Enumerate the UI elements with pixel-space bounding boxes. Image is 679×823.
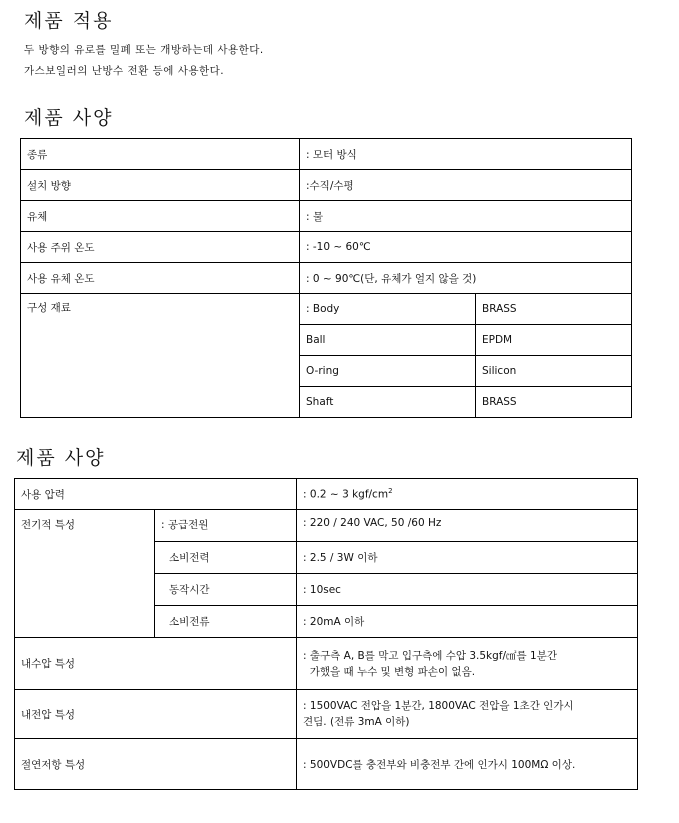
insulation-value: : 500VDC를 충전부와 비충전부 간에 인가시 100MΩ 이상. [297,739,638,790]
spec-table-1 [20,138,632,418]
water-pressure-line-2: 가했을 때 누수 및 변형 파손이 없음. [303,665,476,678]
material-part: O-ring [300,356,476,387]
voltage-line-1: : 1500VAC 전압을 1분간, 1800VAC 전압을 1초간 인가시 [303,700,574,712]
spec-label: 설치 방향 [21,170,300,201]
pressure-label: 사용 압력 [15,479,297,510]
electrical-item-label: 소비전류 [155,606,297,638]
electrical-item-value: : 20mA 이하 [297,606,638,638]
electrical-item-value: : 2.5 / 3W 이하 [297,542,638,574]
pressure-value: : 0.2 ~ 3 kgf/$cm^2$ [297,479,638,510]
table-row [21,201,632,232]
voltage-line-2: 견딤. (전류 3mA 이하) [303,716,410,728]
water-pressure-line-1: : 출구측 A, B를 막고 입구측에 수압 3.5kgf/㎠를 1분간 [303,649,557,662]
electrical-item-label: 소비전력 [155,542,297,574]
table-row [21,139,632,170]
material-value: BRASS [476,294,632,325]
electrical-item-label: : 공급전원 [155,510,297,542]
spec-label: 유체 [21,201,300,232]
pressure-unit-superscript: 2 [388,487,393,496]
application-line-1: 두 방향의 유로를 밀폐 또는 개방하는데 사용한다. [24,44,264,56]
material-part: Shaft [300,387,476,418]
materials-label: 구성 재료 [21,294,300,418]
section-title-spec-1: 제품 사양 [24,107,114,129]
application-line-2: 가스보일러의 난방수 전환 등에 사용한다. [24,65,225,77]
material-value: BRASS [476,387,632,418]
insulation-label: 절연저항 특성 [15,739,297,790]
water-pressure-label: 내수압 특성 [15,638,297,690]
table-row [21,232,632,263]
material-part: Ball [300,325,476,356]
table-row [15,690,638,739]
material-part: : Body [300,294,476,325]
electrical-label: 전기적 특성 [15,510,155,638]
spec-label: 종류 [21,139,300,170]
voltage-label: 내전압 특성 [15,690,297,739]
table-row [21,294,632,325]
section-title-application: 제품 적용 [24,10,114,32]
table-row [15,739,638,790]
electrical-item-label: 동작시간 [155,574,297,606]
table-row [15,510,638,542]
spec-value: : 물 [300,201,632,232]
section-title-spec-2: 제품 사양 [16,447,106,469]
spec-table-2 [14,478,638,790]
spec-label: 사용 주위 온도 [21,232,300,263]
table-row [15,638,638,690]
spec-value: : 0 ~ 90℃(단, 유체가 얼지 않을 것) [300,263,632,294]
water-pressure-value [297,638,638,690]
table-row [21,263,632,294]
table-row [15,479,638,510]
spec-value: : -10 ~ 60℃ [300,232,632,263]
spec-label: 사용 유체 온도 [21,263,300,294]
voltage-value [297,690,638,739]
material-value: EPDM [476,325,632,356]
spec-value: :수직/수평 [300,170,632,201]
material-value: Silicon [476,356,632,387]
spec-value: : 모터 방식 [300,139,632,170]
electrical-item-value: : 10sec [297,574,638,606]
table-row [21,170,632,201]
electrical-item-value: : 220 / 240 VAC, 50 /60 Hz [297,510,638,542]
